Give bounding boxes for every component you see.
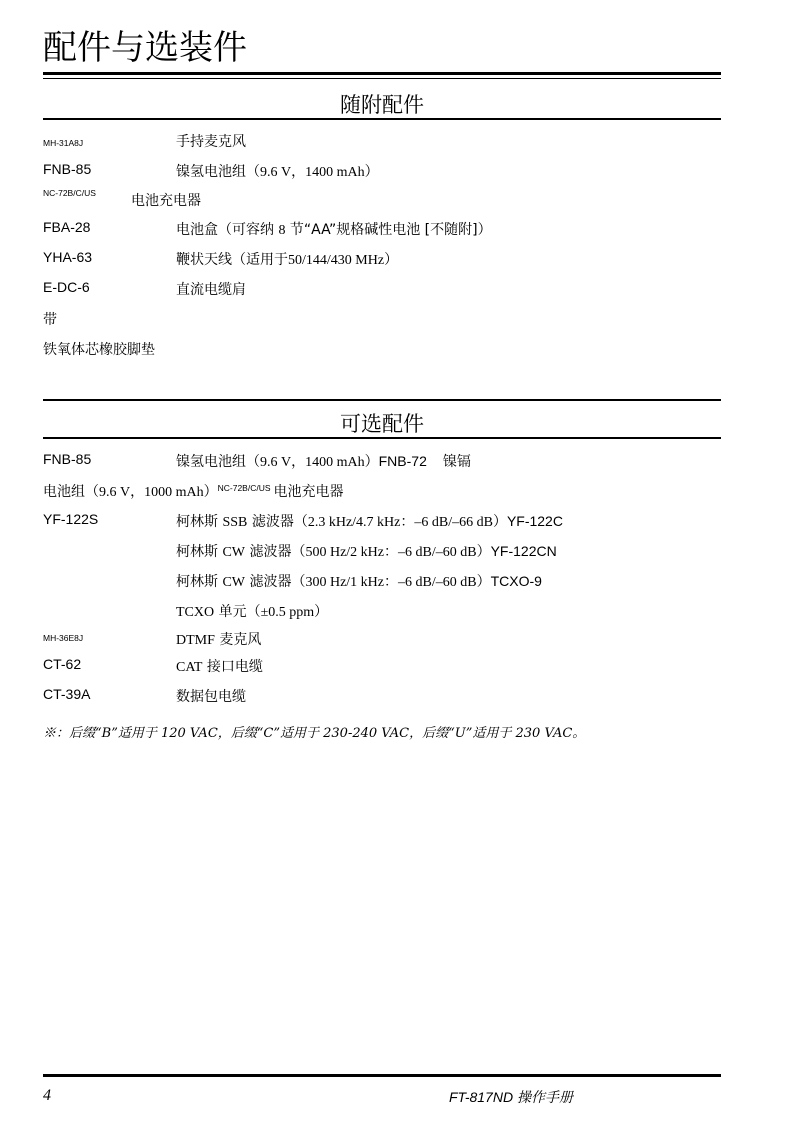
item-desc: 鞭状天线（适用于50/144/430 MHz）: [176, 252, 399, 268]
item-code: MH-31A8J: [43, 138, 84, 148]
item-code: CT-39A: [43, 686, 91, 702]
section-rule: [43, 399, 721, 401]
footnote: ※：后缀“B”适用于 120 VAC，后缀“C”适用于 230-240 VAC，后缀“U”适用于 230 VAC。: [43, 726, 586, 741]
item-text: 带: [43, 312, 57, 328]
title-rule-thick: [43, 72, 721, 75]
item-desc: 柯林斯 CW 滤波器（500 Hz/2 kHz：–6 dB/–60 dB）YF-122CN: [176, 543, 557, 560]
item-desc: 电池组（9.6 V，1000 mAh）$^{NC-72B/C/US}$ 电池充电器: [43, 483, 344, 500]
item-code: YF-122S: [43, 511, 99, 527]
item-code: YHA-63: [43, 249, 93, 265]
item-desc: 柯林斯 CW 滤波器（300 Hz/1 kHz：–6 dB/–60 dB）TCXO-9: [176, 573, 542, 590]
item-desc: DTMF 麦克风: [176, 632, 262, 648]
item-desc: CAT 接口电缆: [176, 659, 263, 675]
section-heading-optional: 可选配件: [340, 412, 424, 436]
item-desc: 手持麦克风: [176, 134, 246, 150]
title-rule-thin: [43, 78, 721, 79]
item-code: FNB-85: [43, 161, 92, 177]
section-heading-included: 随附配件: [340, 93, 424, 117]
item-code: MH-36E8J: [43, 633, 84, 643]
item-code: E-DC-6: [43, 279, 90, 295]
item-desc: TCXO 单元（±0.5 ppm）: [176, 604, 329, 620]
item-desc: 电池充电器: [131, 193, 201, 209]
page-number: 4: [43, 1087, 51, 1104]
manual-title: FT-817ND 操作手册: [449, 1089, 573, 1105]
item-desc: 电池盒（可容纳 8 节“AA”规格碱性电池 [不随附]）: [176, 222, 492, 238]
item-desc: 镍氢电池组（9.6 V，1400 mAh）: [176, 164, 379, 180]
item-desc: 直流电缆肩: [176, 282, 246, 298]
item-desc: 柯林斯 SSB 滤波器（2.3 kHz/4.7 kHz：–6 dB/–66 dB）YF-122C: [176, 513, 563, 530]
page-title: 配件与选装件: [43, 28, 247, 68]
item-text: 铁氧体芯橡胶脚垫: [43, 342, 155, 358]
item-code: FBA-28: [43, 219, 91, 235]
footer-rule: [43, 1074, 721, 1077]
item-code: CT-62: [43, 656, 82, 672]
item-desc: 镍氢电池组（9.6 V，1400 mAh）FNB-72 镍镉: [176, 453, 471, 470]
item-desc: 数据包电缆: [176, 689, 246, 705]
section-rule: [43, 437, 721, 439]
item-code: NC-72B/C/US: [43, 188, 96, 198]
item-code: FNB-85: [43, 451, 92, 467]
section-rule: [43, 118, 721, 120]
